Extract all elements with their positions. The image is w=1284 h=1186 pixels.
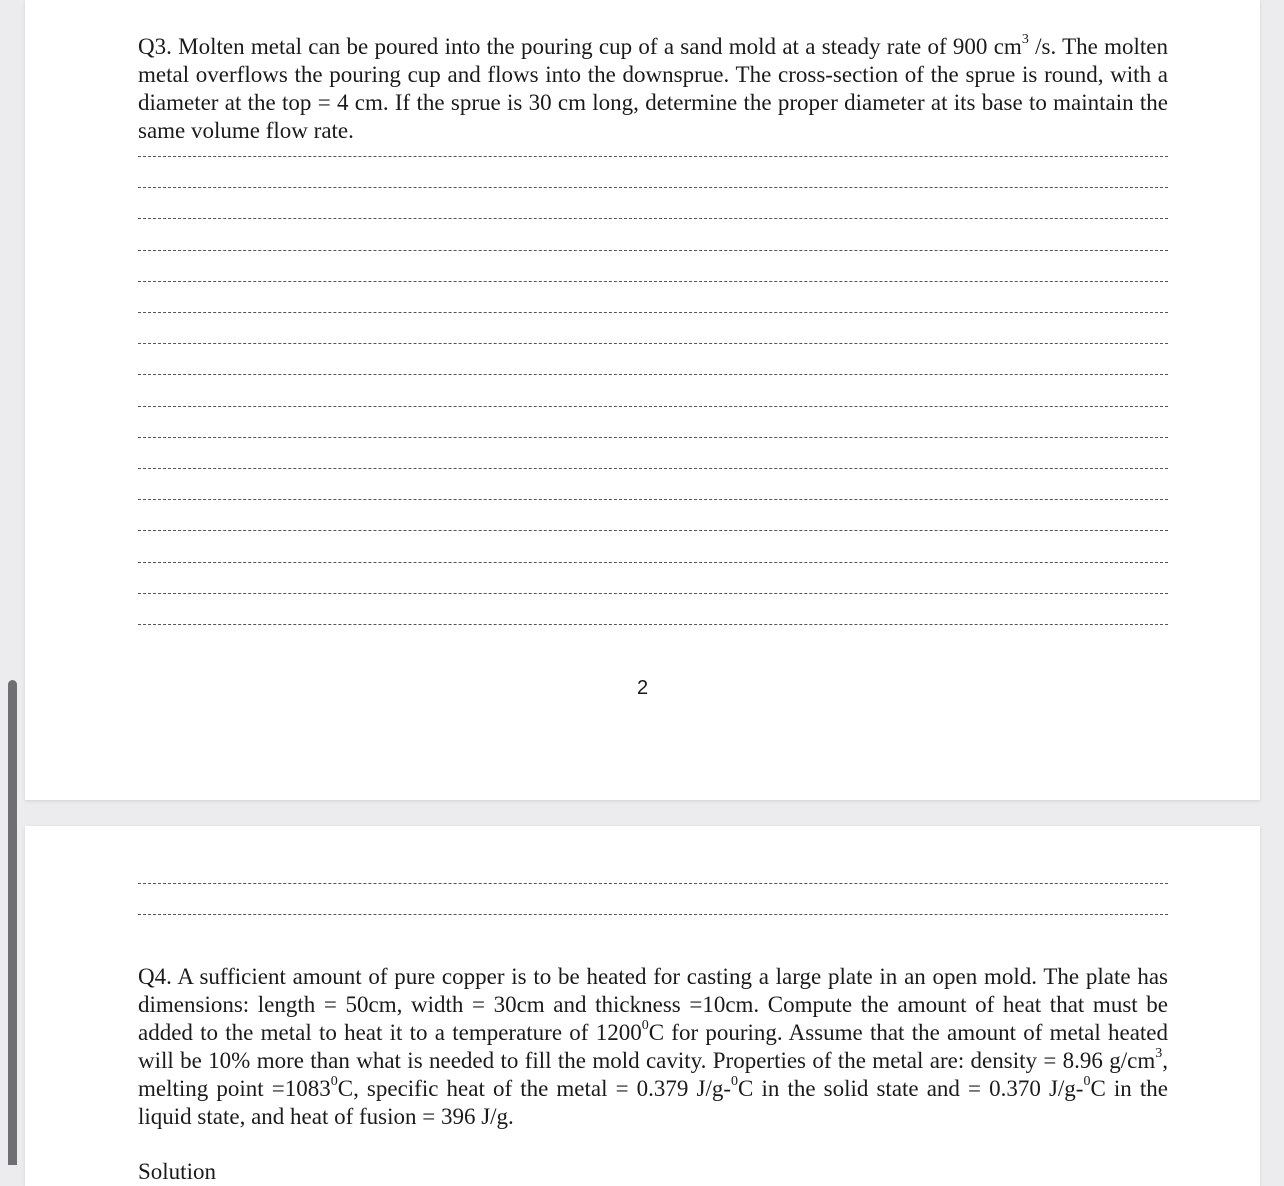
- answer-line: [138, 374, 1168, 375]
- answer-line: [138, 883, 1168, 884]
- q4-text-1: Q4. A sufficient amount of pure copper is to be heated for casting a large plate in an open mold. The plate has dimensions: length = 50cm, width = 30cm and thickness =10cm. Compute the amount of heat that must be added to the metal to heat it to a temperature of 1200: [138, 964, 1168, 1045]
- answer-line: [138, 437, 1168, 438]
- answer-line: [138, 624, 1168, 625]
- q4-sup-2: 3: [1155, 1046, 1163, 1062]
- q3-superscript: 3: [1021, 32, 1029, 48]
- answer-line: [138, 468, 1168, 469]
- answer-line: [138, 562, 1168, 563]
- q4-text-5: C in the solid state and = 0.370 J/g-: [738, 1076, 1084, 1101]
- answer-line: [138, 250, 1168, 251]
- answer-line: [138, 187, 1168, 188]
- q4-sup-1: 0: [641, 1018, 649, 1034]
- q4-text-4: C, specific heat of the metal = 0.379 J/g-: [337, 1076, 732, 1101]
- q4-sup-4: 0: [731, 1074, 739, 1090]
- answer-line: [138, 312, 1168, 313]
- q4-text-2: C for pouring. Assume that the amount of metal heated will be 10% more than what is needed to fill the mold cavity. Properties of the metal are: density = 8.96 g/cm: [138, 1020, 1168, 1073]
- answer-line: [138, 406, 1168, 407]
- q3-text-b: /s. The molten metal overflows the pouring cup and flows into the downsprue. The cross-section of the sprue is round, with a diameter at the top = 4 cm. If the sprue is 30 cm long, determine the proper diameter at its base to maintain the same volume flow rate.: [138, 34, 1168, 143]
- document-page-1: [25, 0, 1260, 800]
- answer-line: [138, 914, 1168, 915]
- q4-text-3: , melting point =1083: [138, 1048, 1168, 1101]
- question-4: [138, 963, 1168, 1131]
- answer-line: [138, 593, 1168, 594]
- answer-line: [138, 343, 1168, 344]
- page-number: 2: [636, 677, 649, 699]
- partially-visible-line: Solution: [138, 1159, 216, 1184]
- answer-line: [138, 281, 1168, 282]
- answer-line: [138, 218, 1168, 219]
- q4-sup-3: 0: [330, 1074, 338, 1090]
- q4-text-6: C in the liquid state, and heat of fusion = 396 J/g.: [138, 1076, 1168, 1129]
- document-page-2: [25, 826, 1260, 1186]
- q3-text-a: Q3. Molten metal can be poured into the pouring cup of a sand mold at a steady rate of 900 cm: [138, 34, 1022, 59]
- answer-line: [138, 156, 1168, 157]
- q4-sup-5: 0: [1083, 1074, 1091, 1090]
- scroll-indicator[interactable]: [8, 680, 17, 1165]
- answer-line: [138, 499, 1168, 500]
- answer-line: [138, 530, 1168, 531]
- question-3: [138, 33, 1168, 145]
